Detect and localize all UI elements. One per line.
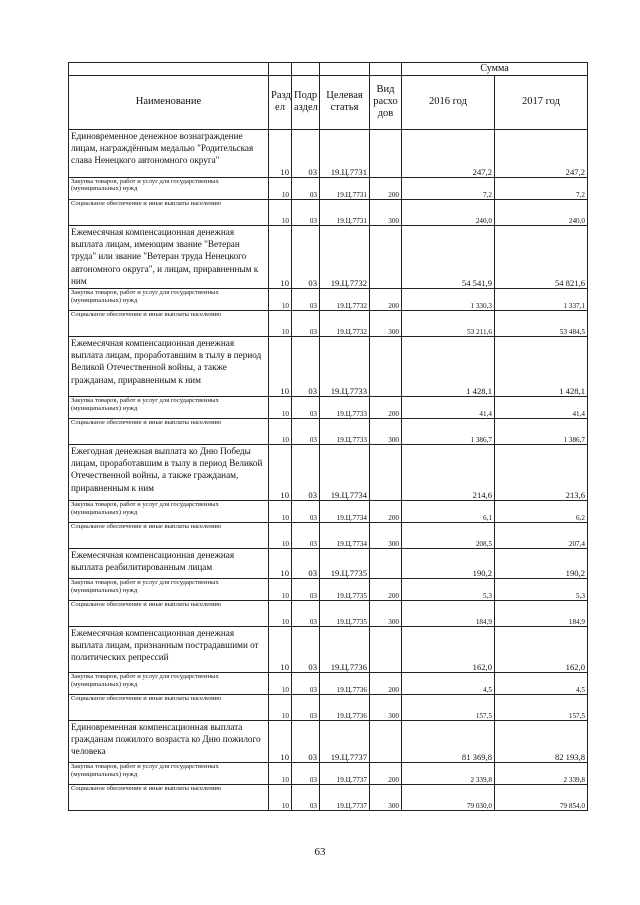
amount-2016-cell: 6,1 <box>402 500 495 522</box>
amount-2016-cell: 190,2 <box>402 548 495 578</box>
exp-type-cell <box>370 720 402 762</box>
table-row <box>69 444 588 500</box>
amount-2017-cell: 1 428,1 <box>495 336 588 396</box>
name-cell: Социальное обеспечение и иные выплаты населению <box>69 600 269 626</box>
name-cell: Единовременная компенсационная выплата гражданам пожилого возраста ко Дню пожилого человека <box>69 720 269 762</box>
subsection-cell: 03 <box>292 288 320 310</box>
section-cell: 10 <box>269 672 292 694</box>
exp-type-cell <box>370 225 402 288</box>
subsection-cell: 03 <box>292 225 320 288</box>
table-row <box>69 336 588 396</box>
exp-type-cell: 300 <box>370 418 402 444</box>
section-cell: 10 <box>269 418 292 444</box>
amount-2017-cell: 157,5 <box>495 694 588 720</box>
section-cell: 10 <box>269 548 292 578</box>
table-row <box>69 288 588 310</box>
exp-type-cell: 300 <box>370 522 402 548</box>
header-empty-cell <box>69 63 269 76</box>
section-cell: 10 <box>269 177 292 199</box>
subsection-cell: 03 <box>292 177 320 199</box>
table-body <box>69 129 588 810</box>
name-cell: Закупка товаров, работ и услуг для государственных (муниципальных) нужд <box>69 500 269 522</box>
section-cell: 10 <box>269 600 292 626</box>
name-cell: Социальное обеспечение и иные выплаты населению <box>69 199 269 225</box>
name-cell: Социальное обеспечение и иные выплаты населению <box>69 694 269 720</box>
table-row <box>69 310 588 336</box>
target-cell: 19.Ц.7736 <box>320 694 370 720</box>
name-cell: Закупка товаров, работ и услуг для государственных (муниципальных) нужд <box>69 288 269 310</box>
amount-2016-cell: 1 330,3 <box>402 288 495 310</box>
amount-2016-cell: 208,5 <box>402 522 495 548</box>
target-cell: 19.Ц.7732 <box>320 310 370 336</box>
amount-2017-cell: 213,6 <box>495 444 588 500</box>
name-cell: Единовременное денежное вознаграждение лицам, награждённым медалью "Родительская слава Ненецкого автономного округа" <box>69 129 269 177</box>
name-cell: Социальное обеспечение и иные выплаты населению <box>69 522 269 548</box>
exp-type-cell: 200 <box>370 396 402 418</box>
target-cell: 19.Ц.7734 <box>320 444 370 500</box>
subsection-cell: 03 <box>292 418 320 444</box>
target-cell: 19.Ц.7733 <box>320 418 370 444</box>
section-cell: 10 <box>269 129 292 177</box>
table-row <box>69 600 588 626</box>
amount-2016-cell: 81 369,8 <box>402 720 495 762</box>
exp-type-cell <box>370 548 402 578</box>
section-cell: 10 <box>269 694 292 720</box>
section-cell: 10 <box>269 720 292 762</box>
exp-type-cell <box>370 444 402 500</box>
table-row <box>69 694 588 720</box>
table-row <box>69 177 588 199</box>
amount-2017-cell: 54 821,6 <box>495 225 588 288</box>
subsection-cell: 03 <box>292 522 320 548</box>
amount-2016-cell: 240,0 <box>402 199 495 225</box>
amount-2016-cell: 7,2 <box>402 177 495 199</box>
subsection-cell: 03 <box>292 336 320 396</box>
exp-type-cell: 300 <box>370 784 402 810</box>
exp-type-cell: 300 <box>370 310 402 336</box>
target-cell: 19.Ц.7736 <box>320 672 370 694</box>
header-exp-type: Вид расхо дов <box>370 75 402 129</box>
amount-2016-cell: 214,6 <box>402 444 495 500</box>
target-cell: 19.Ц.7734 <box>320 522 370 548</box>
amount-2016-cell: 184,9 <box>402 600 495 626</box>
table-row <box>69 199 588 225</box>
amount-2016-cell: 4,5 <box>402 672 495 694</box>
header-2017: 2017 год <box>495 75 588 129</box>
amount-2016-cell: 157,5 <box>402 694 495 720</box>
amount-2016-cell: 5,3 <box>402 578 495 600</box>
section-cell: 10 <box>269 784 292 810</box>
table-row <box>69 500 588 522</box>
table-row <box>69 548 588 578</box>
section-cell: 10 <box>269 288 292 310</box>
amount-2016-cell: 1 428,1 <box>402 336 495 396</box>
subsection-cell: 03 <box>292 600 320 626</box>
amount-2016-cell: 2 339,8 <box>402 762 495 784</box>
name-cell: Социальное обеспечение и иные выплаты населению <box>69 784 269 810</box>
subsection-cell: 03 <box>292 310 320 336</box>
table-row <box>69 762 588 784</box>
name-cell: Ежемесячная компенсационная денежная выплата лицам, признанным пострадавшими от политических репрессий <box>69 626 269 672</box>
subsection-cell: 03 <box>292 784 320 810</box>
target-cell: 19.Ц.7732 <box>320 288 370 310</box>
target-cell: 19.Ц.7735 <box>320 548 370 578</box>
name-cell: Закупка товаров, работ и услуг для государственных (муниципальных) нужд <box>69 177 269 199</box>
amount-2016-cell: 162,0 <box>402 626 495 672</box>
amount-2017-cell: 207,4 <box>495 522 588 548</box>
table-row <box>69 578 588 600</box>
target-cell: 19.Ц.7731 <box>320 199 370 225</box>
section-cell: 10 <box>269 199 292 225</box>
exp-type-cell: 200 <box>370 177 402 199</box>
amount-2017-cell: 6,2 <box>495 500 588 522</box>
section-cell: 10 <box>269 444 292 500</box>
amount-2017-cell: 240,0 <box>495 199 588 225</box>
subsection-cell: 03 <box>292 626 320 672</box>
budget-table <box>68 62 588 811</box>
exp-type-cell: 300 <box>370 694 402 720</box>
amount-2017-cell: 7,2 <box>495 177 588 199</box>
table-row <box>69 672 588 694</box>
amount-2016-cell: 53 211,6 <box>402 310 495 336</box>
target-cell: 19.Ц.7731 <box>320 129 370 177</box>
amount-2016-cell: 247,2 <box>402 129 495 177</box>
amount-2017-cell: 2 339,8 <box>495 762 588 784</box>
target-cell: 19.Ц.7735 <box>320 578 370 600</box>
table-row <box>69 418 588 444</box>
amount-2017-cell: 190,2 <box>495 548 588 578</box>
amount-2017-cell: 247,2 <box>495 129 588 177</box>
target-cell: 19.Ц.7737 <box>320 762 370 784</box>
name-cell: Социальное обеспечение и иные выплаты населению <box>69 310 269 336</box>
amount-2016-cell: 79 030,0 <box>402 784 495 810</box>
header-empty-cell <box>370 63 402 76</box>
section-cell: 10 <box>269 626 292 672</box>
table-row <box>69 720 588 762</box>
table-row <box>69 626 588 672</box>
amount-2016-cell: 41,4 <box>402 396 495 418</box>
target-cell: 19.Ц.7731 <box>320 177 370 199</box>
exp-type-cell: 200 <box>370 672 402 694</box>
name-cell: Ежегодная денежная выплата ко Дню Победы лицам, проработавшим в тылу в период Великой Отечественной войны, а также гражданам, приравненным к ним <box>69 444 269 500</box>
section-cell: 10 <box>269 500 292 522</box>
amount-2017-cell: 4,5 <box>495 672 588 694</box>
target-cell: 19.Ц.7733 <box>320 396 370 418</box>
name-cell: Ежемесячная компенсационная денежная выплата реабилитированным лицам <box>69 548 269 578</box>
name-cell: Закупка товаров, работ и услуг для государственных (муниципальных) нужд <box>69 672 269 694</box>
exp-type-cell <box>370 336 402 396</box>
subsection-cell: 03 <box>292 129 320 177</box>
name-cell: Закупка товаров, работ и услуг для государственных (муниципальных) нужд <box>69 762 269 784</box>
exp-type-cell: 300 <box>370 600 402 626</box>
amount-2017-cell: 82 193,8 <box>495 720 588 762</box>
table-row <box>69 784 588 810</box>
section-cell: 10 <box>269 225 292 288</box>
table-row <box>69 225 588 288</box>
header-section: Разд ел <box>269 75 292 129</box>
name-cell: Ежемесячная компенсационная денежная выплата лицам, проработавшим в тылу в период Великой Отечественной войны, а также гражданам, приравненным к ним <box>69 336 269 396</box>
target-cell: 19.Ц.7736 <box>320 626 370 672</box>
subsection-cell: 03 <box>292 694 320 720</box>
section-cell: 10 <box>269 762 292 784</box>
target-cell: 19.Ц.7732 <box>320 225 370 288</box>
subsection-cell: 03 <box>292 444 320 500</box>
amount-2016-cell: 1 386,7 <box>402 418 495 444</box>
table-row <box>69 396 588 418</box>
table-row <box>69 522 588 548</box>
header-row-main <box>69 75 588 129</box>
subsection-cell: 03 <box>292 720 320 762</box>
name-cell: Закупка товаров, работ и услуг для государственных (муниципальных) нужд <box>69 396 269 418</box>
amount-2017-cell: 79 854,0 <box>495 784 588 810</box>
subsection-cell: 03 <box>292 396 320 418</box>
section-cell: 10 <box>269 310 292 336</box>
header-empty-cell <box>320 63 370 76</box>
subsection-cell: 03 <box>292 578 320 600</box>
target-cell: 19.Ц.7734 <box>320 500 370 522</box>
section-cell: 10 <box>269 522 292 548</box>
exp-type-cell: 200 <box>370 578 402 600</box>
target-cell: 19.Ц.7737 <box>320 720 370 762</box>
table-row <box>69 129 588 177</box>
subsection-cell: 03 <box>292 672 320 694</box>
header-sum: Сумма <box>402 63 588 76</box>
name-cell: Социальное обеспечение и иные выплаты населению <box>69 418 269 444</box>
subsection-cell: 03 <box>292 762 320 784</box>
amount-2017-cell: 41,4 <box>495 396 588 418</box>
header-2016: 2016 год <box>402 75 495 129</box>
amount-2017-cell: 184,9 <box>495 600 588 626</box>
page-number: 63 <box>314 846 326 858</box>
target-cell: 19.Ц.7737 <box>320 784 370 810</box>
exp-type-cell: 200 <box>370 500 402 522</box>
amount-2017-cell: 1 337,1 <box>495 288 588 310</box>
header-row-top <box>69 63 588 76</box>
section-cell: 10 <box>269 336 292 396</box>
amount-2017-cell: 53 484,5 <box>495 310 588 336</box>
target-cell: 19.Ц.7733 <box>320 336 370 396</box>
amount-2016-cell: 54 541,9 <box>402 225 495 288</box>
amount-2017-cell: 5,3 <box>495 578 588 600</box>
section-cell: 10 <box>269 578 292 600</box>
name-cell: Закупка товаров, работ и услуг для государственных (муниципальных) нужд <box>69 578 269 600</box>
subsection-cell: 03 <box>292 199 320 225</box>
section-cell: 10 <box>269 396 292 418</box>
header-subsection: Подр аздел <box>292 75 320 129</box>
exp-type-cell: 300 <box>370 199 402 225</box>
header-empty-cell <box>269 63 292 76</box>
amount-2017-cell: 162,0 <box>495 626 588 672</box>
header-name: Наименование <box>69 75 269 129</box>
exp-type-cell <box>370 626 402 672</box>
exp-type-cell <box>370 129 402 177</box>
name-cell: Ежемесячная компенсационная денежная выплата лицам, имеющим звание "Ветеран труда" или звание "Ветеран труда Ненецкого автономного округа", и лицам, приравненным к ним <box>69 225 269 288</box>
amount-2017-cell: 1 386,7 <box>495 418 588 444</box>
exp-type-cell: 200 <box>370 288 402 310</box>
header-target: Целевая статья <box>320 75 370 129</box>
header-empty-cell <box>292 63 320 76</box>
exp-type-cell: 200 <box>370 762 402 784</box>
target-cell: 19.Ц.7735 <box>320 600 370 626</box>
subsection-cell: 03 <box>292 548 320 578</box>
subsection-cell: 03 <box>292 500 320 522</box>
